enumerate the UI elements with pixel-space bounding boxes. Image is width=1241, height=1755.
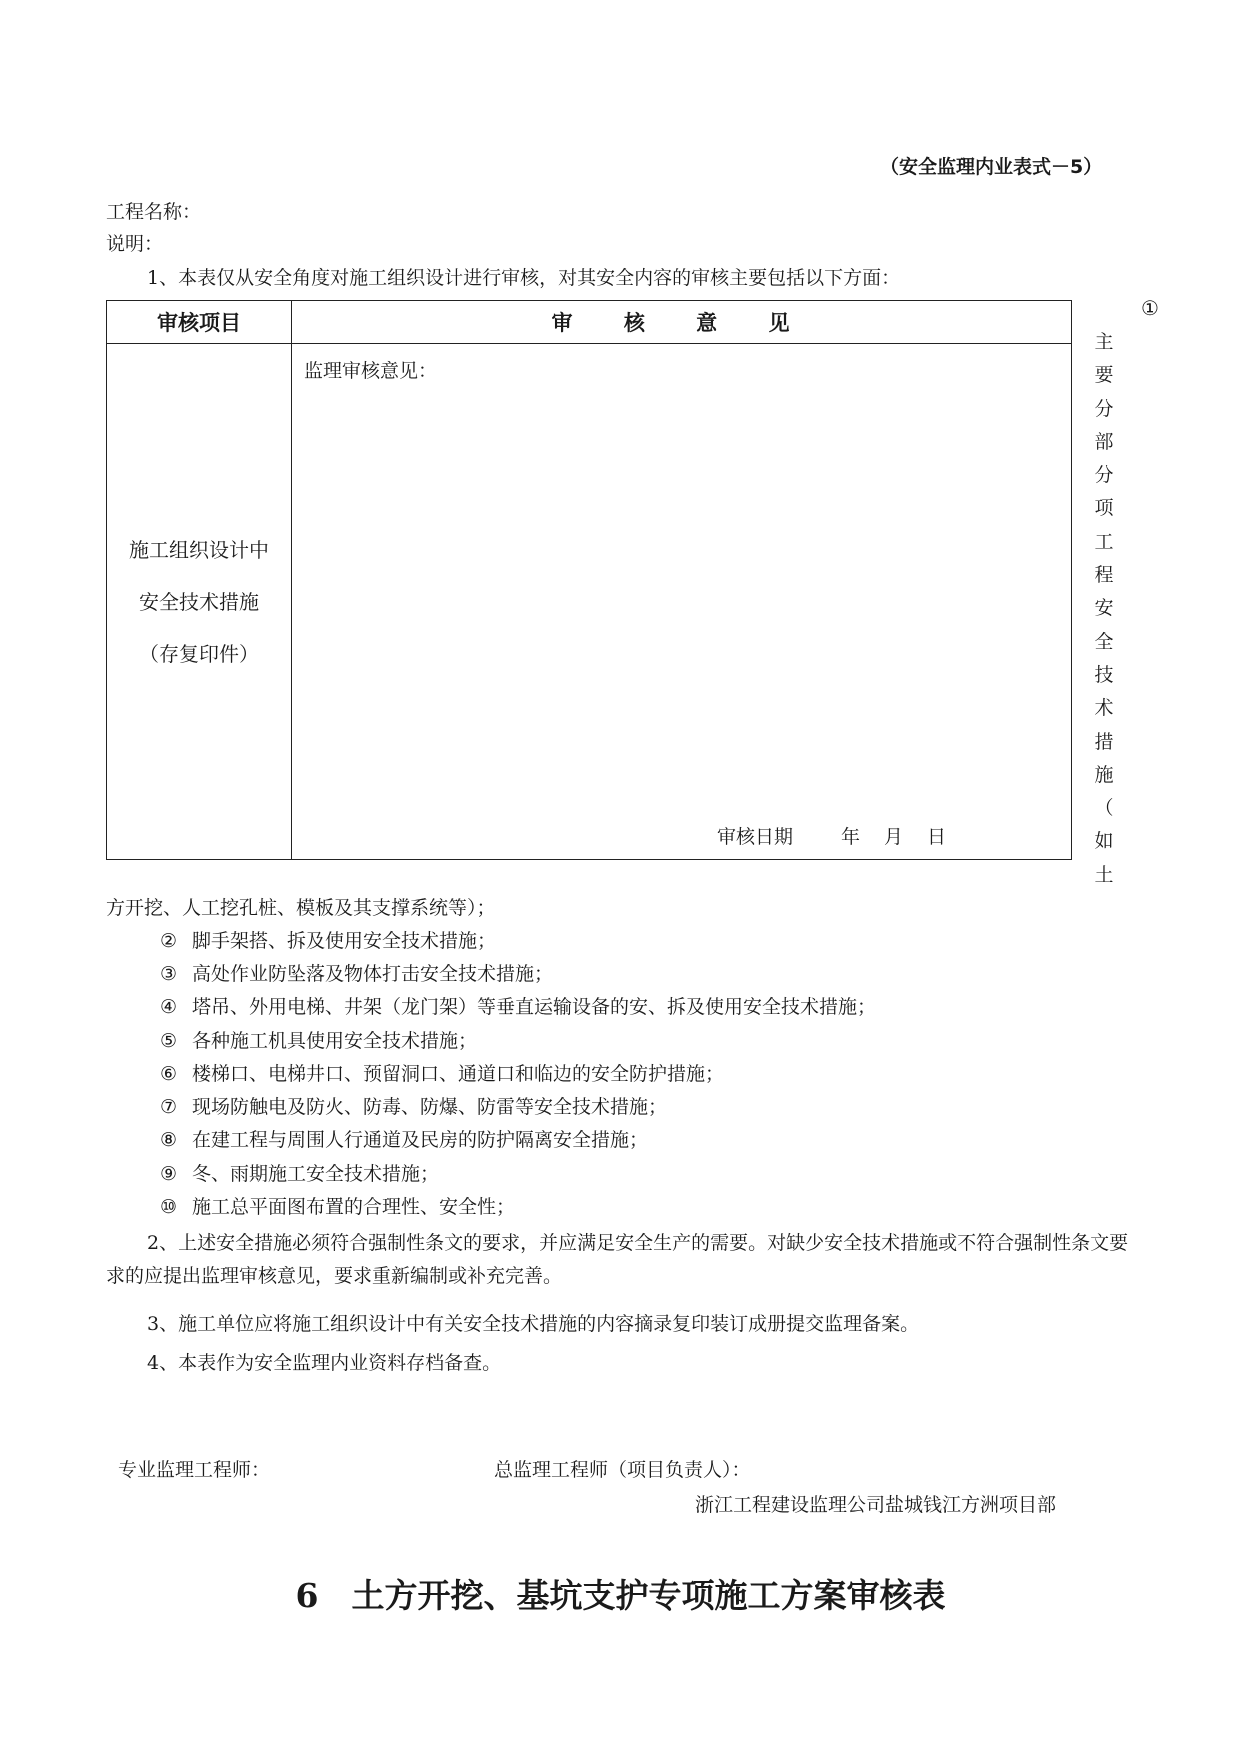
vertical-char: 主 xyxy=(1094,331,1114,353)
item-number: ③ xyxy=(160,963,178,985)
item-text: 脚手架搭、拆及使用安全技术措施； xyxy=(192,930,497,952)
review-table xyxy=(106,300,1072,860)
vertical-char: 土 xyxy=(1094,863,1114,886)
review-item-line: 施工组织设计中 xyxy=(129,537,269,562)
date-label: 审核日期 xyxy=(717,826,794,848)
item-number: ⑦ xyxy=(160,1096,178,1118)
review-item-line: （存复印件） xyxy=(139,641,259,666)
review-date xyxy=(717,822,946,849)
item-number: ⑨ xyxy=(160,1163,178,1185)
vertical-char: 安 xyxy=(1094,597,1114,620)
item-text: 施工总平面图布置的合理性、安全性； xyxy=(192,1196,516,1218)
section-title: 6 土方开挖、基坑支护专项施工方案审核表 xyxy=(295,1576,946,1615)
review-item-line: 安全技术措施 xyxy=(139,589,259,614)
vertical-char: 项 xyxy=(1094,497,1114,520)
vertical-char: 施 xyxy=(1094,763,1114,786)
item-text: 在建工程与周围人行通道及民房的防护隔离安全措施； xyxy=(192,1129,649,1151)
item-number: ⑧ xyxy=(160,1129,178,1151)
header-review-opinion: 审 核 意 见 xyxy=(292,301,1072,344)
vertical-char: 技 xyxy=(1094,663,1114,686)
item-number: ⑥ xyxy=(160,1063,178,1085)
review-item-cell xyxy=(107,344,292,860)
vertical-char: 要 xyxy=(1094,364,1114,387)
chief-engineer-signature: 总监理工程师（项目负责人）： xyxy=(494,1459,751,1481)
vertical-char: 工 xyxy=(1094,530,1114,553)
vertical-char: 分 xyxy=(1094,397,1114,420)
list-item xyxy=(160,1059,724,1086)
item-text: 塔吊、外用电梯、井架（龙门架）等垂直运输设备的安、拆及使用安全技术措施； xyxy=(192,996,877,1018)
vertical-char: 全 xyxy=(1094,630,1114,653)
vertical-char: 部 xyxy=(1094,430,1114,453)
date-year: 年 xyxy=(841,826,861,848)
note-paragraph: 3、施工单位应将施工组织设计中有关安全技术措施的内容摘录复印装订成册提交监理备案。 xyxy=(147,1313,920,1335)
company-name: 浙江工程建设监理公司盐城钱江方洲项目部 xyxy=(695,1494,1057,1516)
item-number: ⑤ xyxy=(160,1030,178,1052)
item-number: ⑩ xyxy=(160,1196,178,1218)
list-item xyxy=(160,959,553,986)
vertical-char: （ xyxy=(1094,797,1114,820)
item-1-marker: ① xyxy=(1141,296,1159,320)
date-day: 日 xyxy=(927,826,947,848)
intro-note: 1、本表仅从安全角度对施工组织设计进行审核，对其安全内容的审核主要包括以下方面： xyxy=(147,267,901,289)
list-item xyxy=(160,1092,667,1119)
table-header-row xyxy=(107,301,1072,344)
form-code: （安全监理内业表式－5） xyxy=(880,156,1103,178)
item-text: 楼梯口、电梯井口、预留洞口、通道口和临边的安全防护措施； xyxy=(192,1063,725,1085)
note-paragraph: 4、本表作为安全监理内业资料存档备查。 xyxy=(147,1352,502,1374)
list-item xyxy=(160,1026,477,1053)
list-item xyxy=(160,992,876,1019)
item-text: 高处作业防坠落及物体打击安全技术措施； xyxy=(192,963,554,985)
item-1-vertical-text xyxy=(1092,326,1116,892)
project-name-label: 工程名称： xyxy=(106,201,202,223)
item-text: 冬、雨期施工安全技术措施； xyxy=(192,1163,440,1185)
vertical-char: 术 xyxy=(1094,697,1114,720)
list-item xyxy=(160,926,496,953)
table-body-row xyxy=(107,344,1072,860)
note-paragraph: 2、上述安全措施必须符合强制性条文的要求，并应满足安全生产的需要。对缺少安全技术措施或不符合强制性条文要求的应提出监理审核意见，要求重新编制或补充完善。 xyxy=(106,1232,1129,1287)
vertical-char: 程 xyxy=(1094,564,1114,587)
item-1-continuation: 方开挖、人工挖孔桩、模板及其支撑系统等）； xyxy=(106,897,496,919)
specialist-engineer-signature: 专业监理工程师： xyxy=(118,1459,271,1481)
review-opinion-cell[interactable] xyxy=(292,344,1072,860)
header-review-item: 审核项目 xyxy=(107,301,292,344)
vertical-char: 分 xyxy=(1094,464,1114,487)
vertical-char: 如 xyxy=(1094,830,1114,853)
notes-label: 说明： xyxy=(106,233,164,255)
vertical-char: 措 xyxy=(1094,730,1114,753)
date-month: 月 xyxy=(884,826,904,848)
list-item xyxy=(160,1192,515,1219)
list-item xyxy=(160,1159,439,1186)
item-text: 现场防触电及防火、防毒、防爆、防雷等安全技术措施； xyxy=(192,1096,668,1118)
item-text: 各种施工机具使用安全技术措施； xyxy=(192,1030,478,1052)
opinion-label: 监理审核意见： xyxy=(304,360,438,382)
item-number: ④ xyxy=(160,996,178,1018)
list-item xyxy=(160,1125,648,1152)
item-number: ② xyxy=(160,930,178,952)
